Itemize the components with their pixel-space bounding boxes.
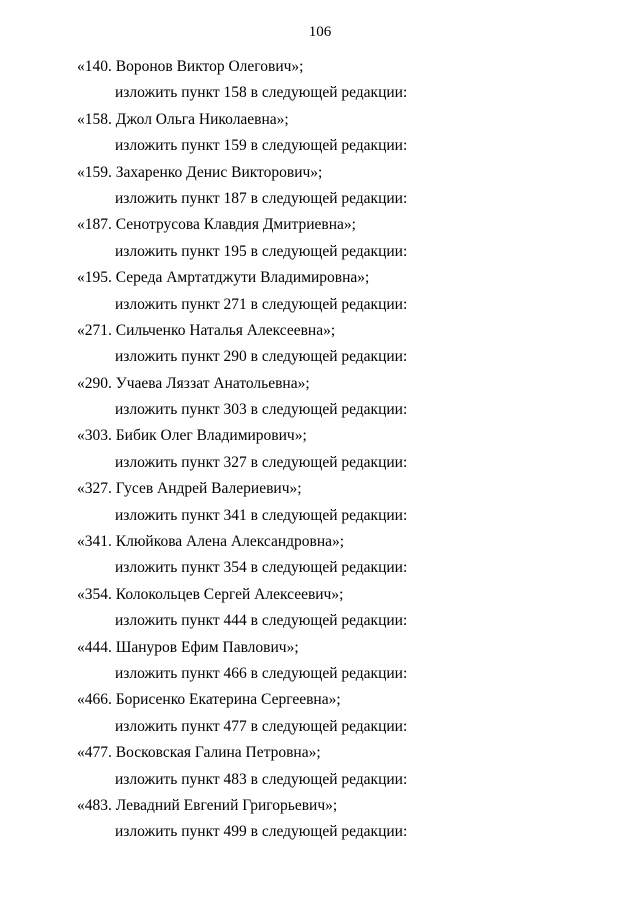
list-item-instruction: изложить пункт 195 в следующей редакции: (115, 242, 408, 260)
list-item-instruction: изложить пункт 187 в следующей редакции: (115, 189, 408, 207)
list-item-entry: «140. Воронов Виктор Олегович»; (77, 58, 304, 75)
list-item-entry: «483. Левадний Евгений Григорьевич»; (77, 796, 338, 814)
list-item-entry: «290. Учаева Ляззат Анатольевна»; (77, 374, 310, 392)
list-item-instruction: изложить пункт 354 в следующей редакции: (115, 559, 408, 577)
list-item-entry: «159. Захаренко Денис Викторович»; (77, 163, 323, 181)
list-item-instruction: изложить пункт 444 в следующей редакции: (115, 612, 408, 630)
list-item-entry: «444. Шануров Ефим Павлович»; (77, 638, 299, 656)
list-item-instruction: изложить пункт 466 в следующей редакции: (115, 664, 408, 682)
list-item-instruction: изложить пункт 477 в следующей редакции: (115, 717, 408, 735)
list-item-entry: «477. Восковская Галина Петровна»; (77, 744, 321, 762)
list-item-instruction: изложить пункт 341 в следующей редакции: (115, 506, 408, 524)
list-item-entry: «187. Сенотрусова Клавдия Дмитриевна»; (77, 216, 356, 234)
list-item-instruction: изложить пункт 327 в следующей редакции: (115, 453, 408, 471)
list-item-entry: «466. Борисенко Екатерина Сергеевна»; (77, 691, 341, 709)
list-item-instruction: изложить пункт 290 в следующей редакции: (115, 348, 408, 366)
list-item-instruction: изложить пункт 159 в следующей редакции: (115, 137, 408, 155)
list-item-entry: «354. Колокольцев Сергей Алексеевич»; (77, 585, 344, 603)
entries-list (0, 54, 640, 846)
list-item-entry: «195. Середа Амртатджути Владимировна»; (77, 269, 370, 287)
list-item-entry: «341. Клюйкова Алена Александровна»; (77, 533, 345, 551)
list-item-instruction: изложить пункт 271 в следующей редакции: (115, 295, 408, 313)
list-item-entry: «271. Сильченко Наталья Алексеевна»; (77, 321, 336, 339)
list-item-entry: «327. Гусев Андрей Валериевич»; (77, 480, 302, 498)
list-item-instruction: изложить пункт 499 в следующей редакции: (115, 823, 408, 841)
list-item-entry: «158. Джол Ольга Николаевна»; (77, 110, 289, 128)
list-item-instruction: изложить пункт 483 в следующей редакции: (115, 770, 408, 788)
list-item-instruction: изложить пункт 303 в следующей редакции: (115, 401, 408, 419)
list-item-instruction: изложить пункт 158 в следующей редакции: (115, 84, 408, 102)
page-number: 106 (308, 24, 332, 40)
list-item-entry: «303. Бибик Олег Владимирович»; (77, 427, 307, 445)
